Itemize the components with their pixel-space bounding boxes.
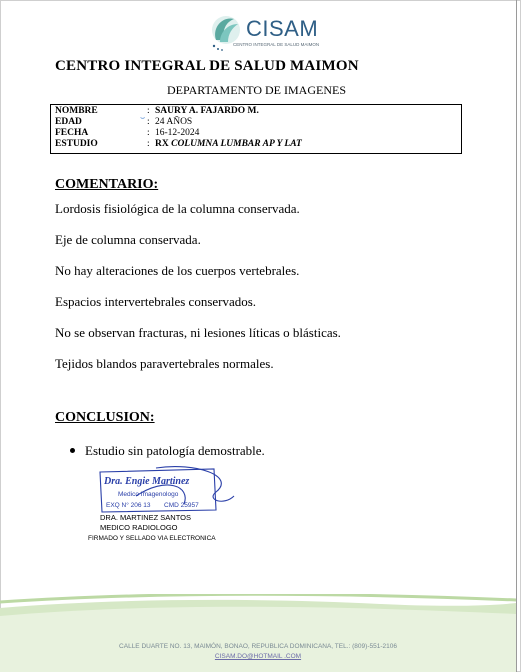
colon: : [147, 117, 150, 127]
comment-line: Tejidos blandos paravertebrales normales. [55, 356, 274, 371]
study-label: ESTUDIO [55, 139, 98, 149]
study-row [55, 139, 457, 150]
logo-subtitle: CENTRO INTEGRAL DE SALUD MAIMON [233, 42, 320, 47]
conclusion-heading: CONCLUSION: [55, 410, 155, 425]
doctor-title: MEDICO RADIOLOGO [100, 523, 178, 532]
comment-line: Lordosis fisiológica de la columna conservada. [55, 201, 300, 216]
colon: : [147, 106, 150, 116]
colon: : [147, 128, 150, 138]
bullet-icon [70, 448, 75, 453]
stamp-exq: EXQ N° 206 13 [106, 502, 151, 509]
age-value: 24 AÑOS [155, 117, 193, 127]
date-row [55, 128, 457, 139]
stamp-name: Dra. Engie Martinez [104, 476, 190, 487]
conclusion-item: Estudio sin patología demostrable. [85, 443, 265, 458]
date-label: FECHA [55, 128, 89, 138]
study-type: RX [155, 139, 169, 149]
comment-line: Eje de columna conservada. [55, 232, 201, 247]
doctor-stamp [96, 466, 236, 516]
cisam-logo [206, 10, 318, 54]
comment-line: No se observan fracturas, ni lesiones líticas o blásticas. [55, 325, 341, 340]
spellcheck-mark-icon: ⌣ [140, 113, 146, 122]
page-edge [516, 0, 517, 672]
patient-info-box [50, 104, 462, 154]
department: DEPARTAMENTO DE IMAGENES [167, 83, 346, 97]
comment-line: Espacios intervertebrales conservados. [55, 294, 257, 309]
doctor-name: DRA. MARTINEZ SANTOS [100, 513, 191, 522]
comment-line: No hay alteraciones de los cuerpos vertebrales. [55, 263, 300, 278]
footer-email[interactable]: CISAM.DO@HOTMAIL .COM [214, 653, 302, 660]
page-title: CENTRO INTEGRAL DE SALUD MAIMON [55, 58, 359, 74]
logo-word: CISAM [246, 16, 319, 41]
stamp-title: Medico Imagenologo [118, 491, 179, 498]
age-label: EDAD [55, 117, 82, 127]
date-value: 16-12-2024 [155, 128, 200, 138]
study-description: COLUMNA LUMBAR AP Y LAT [171, 139, 302, 149]
footer-address: CALLE DUARTE NO. 13, MAIMÓN, BONAO, REPUBLICA DOMINICANA, TEL.: (809)-551-2106 [119, 643, 397, 650]
study-value [155, 139, 302, 150]
name-label: NOMBRE [55, 106, 98, 116]
stamp-cmd: CMD 25957 [164, 502, 199, 509]
age-row [55, 117, 457, 128]
comment-heading: COMENTARIO: [55, 177, 159, 192]
footer-wave [0, 594, 516, 672]
logo-mark-icon [206, 10, 246, 54]
signed-note: FIRMADO Y SELLADO VIA ELECTRONICA [88, 535, 216, 542]
name-value: SAURY A. FAJARDO M. [155, 106, 259, 116]
colon: : [147, 139, 150, 149]
